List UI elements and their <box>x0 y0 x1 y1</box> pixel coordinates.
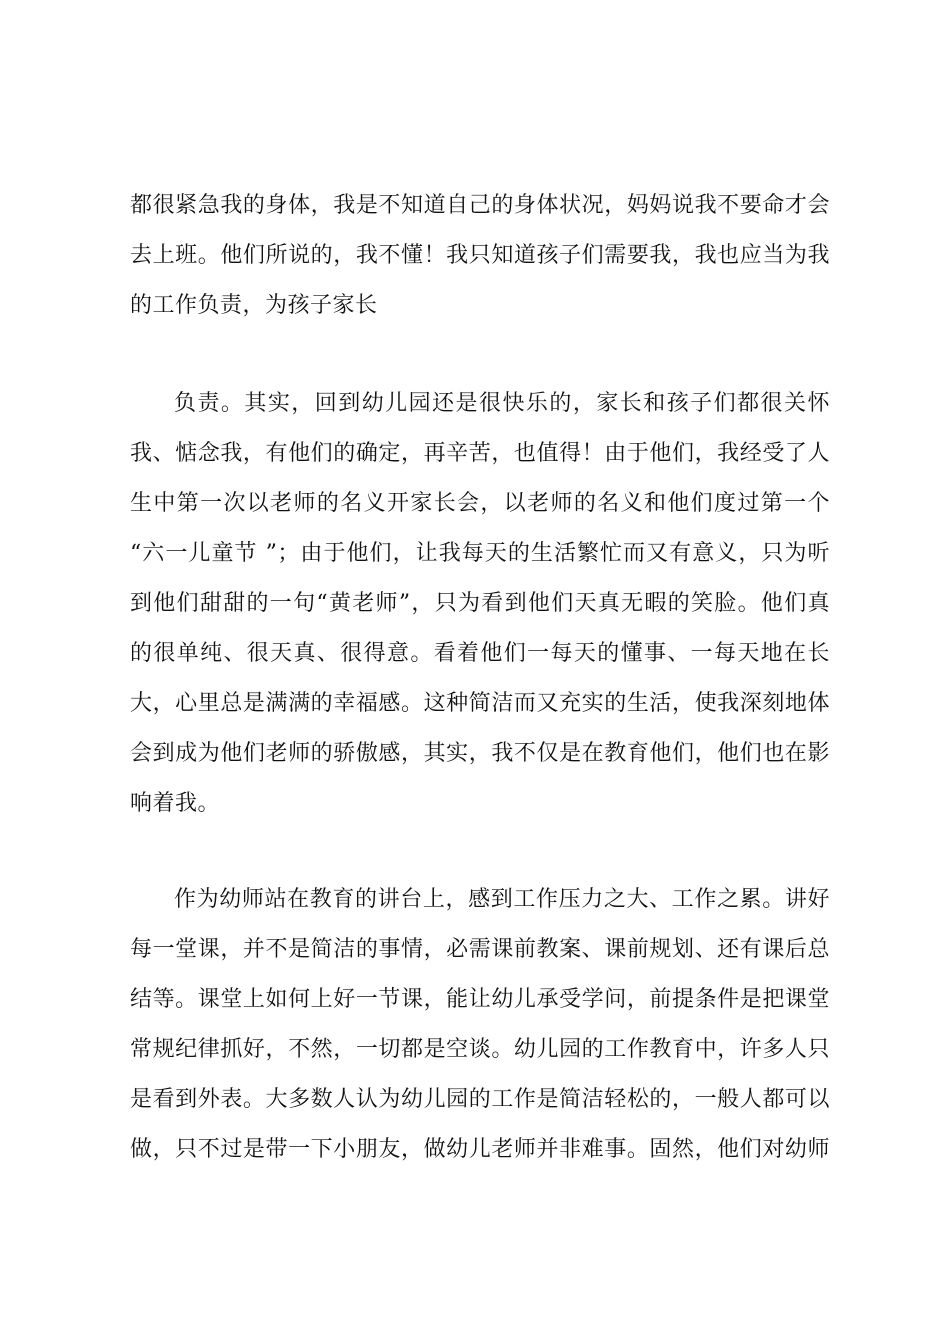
paragraph-2-line-5: 到他们甜甜的一句“黄老师”，只为看到他们天真无暇的笑脸。他们真 <box>130 591 830 616</box>
paragraph-2-line-9: 响着我。 <box>130 791 221 816</box>
paragraph-3-line-3: 结等。课堂上如何上好一节课，能让幼儿承受学问，前提条件是把课堂 <box>130 987 830 1012</box>
paragraph-2-line-6: 的很单纯、很天真、很得意。看着他们一每天的懂事、一每天地在长 <box>130 641 830 666</box>
paragraph-1-line-1: 都很紧急我的身体，我是不知道自己的身体状况，妈妈说我不要命才会 <box>130 193 830 218</box>
paragraph-2-line-2: 我、惦念我，有他们的确定，再辛苦，也值得！由于他们，我经受了人 <box>130 441 830 466</box>
paragraph-3-line-5: 是看到外表。大多数人认为幼儿园的工作是简洁轻松的，一般人都可以 <box>130 1087 830 1112</box>
paragraph-3-line-4: 常规纪律抓好，不然，一切都是空谈。幼儿园的工作教育中，许多人只 <box>130 1037 830 1062</box>
paragraph-3-line-6: 做，只不过是带一下小朋友，做幼儿老师并非难事。固然，他们对幼师 <box>130 1137 830 1162</box>
paragraph-1-line-3: 的工作负责，为孩子家长 <box>130 293 378 318</box>
paragraph-1-line-2: 去上班。他们所说的，我不懂！我只知道孩子们需要我，我也应当为我 <box>130 243 830 268</box>
paragraph-2-line-1: 负责。其实，回到幼儿园还是很快乐的，家长和孩子们都很关怀 <box>174 391 830 416</box>
paragraph-2-line-7: 大，心里总是满满的幸福感。这种简洁而又充实的生活，使我深刻地体 <box>130 691 830 716</box>
paragraph-2-line-8: 会到成为他们老师的骄傲感，其实，我不仅是在教育他们，他们也在影 <box>130 741 830 766</box>
paragraph-2-line-3: 生中第一次以老师的名义开家长会，以老师的名义和他们度过第一个 <box>130 491 830 516</box>
paragraph-3-line-1: 作为幼师站在教育的讲台上，感到工作压力之大、工作之累。讲好 <box>174 887 830 912</box>
paragraph-3-line-2: 每一堂课，并不是简洁的事情，必需课前教案、课前规划、还有课后总 <box>130 937 830 962</box>
paragraph-2-line-4: “六一儿童节 ”；由于他们，让我每天的生活繁忙而又有意义，只为听 <box>130 541 830 566</box>
